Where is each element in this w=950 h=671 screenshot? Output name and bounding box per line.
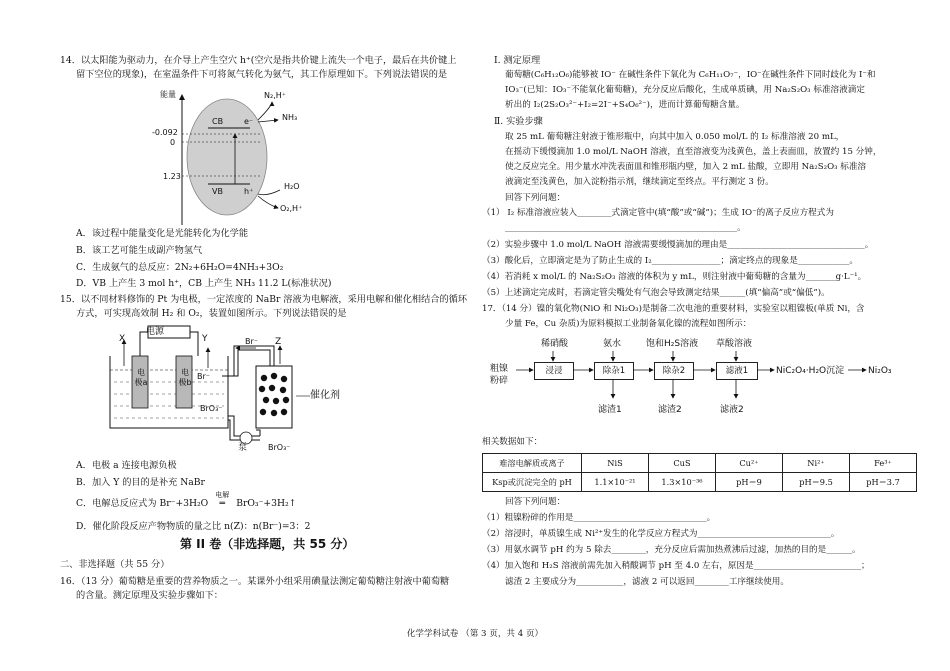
- steps-line4: 液滴定至浅黄色，加入淀粉指示剂，继续滴定至终点。平行测定 3 份。: [505, 177, 774, 187]
- table-header-cell: Fe³⁺: [850, 454, 917, 473]
- q17-stem-line2: 少量 Fe，Cu 杂质)为原料模拟工业制备氧化镍的流程如图所示：: [505, 319, 752, 329]
- o2-arrow-out: [258, 196, 278, 208]
- q15-option-c-right: BrO₃⁻+3H₂↑: [236, 498, 297, 509]
- electron-label: e⁻: [244, 117, 254, 126]
- wire-right: [190, 332, 198, 356]
- n2-arrow-in: [258, 102, 272, 120]
- q17-sub2: （2）溶浸时，单质镍生成 Ni²⁺发生的化学反应方程式为_______________________________。: [482, 529, 840, 539]
- vb-label: VB: [212, 187, 223, 196]
- pump-label: 泵: [238, 443, 248, 453]
- q17-stem-line1: 17．（14 分）镍的氧化物(NiO 和 Ni₂O₃)是制备二次电池的重要材料，实验室以粗镍板(单质 Ni，含: [482, 304, 865, 314]
- product-ni2o3: Ni₂O₃: [868, 366, 892, 376]
- product-nickel-oxalate: NiC₂O₄·H₂O沉淀: [776, 366, 845, 376]
- table-cell: pH＝9.5: [783, 473, 850, 492]
- q16-intro-line2: 的含量。测定原理及实验步骤如下：: [76, 590, 223, 601]
- h2o-label: H₂O: [284, 182, 300, 191]
- residue-1: 滤渣1: [598, 405, 622, 415]
- step-leaching: 浸浸: [534, 362, 574, 380]
- br-arrow-label: Br⁻: [245, 337, 258, 346]
- electrolysis-condition-text: 电解: [215, 491, 230, 499]
- table-header-cell: Ni²⁺: [783, 454, 850, 473]
- tick-0: 0: [170, 138, 176, 147]
- q17-sub3: （3）用氨水调节 pH 约为 5 除去________，充分反应后需加热煮沸后过滤，加热的目的是______。: [482, 545, 861, 555]
- reagent-h2s: 饱和H₂S溶液: [646, 339, 699, 349]
- q15-stem-line1: 15．以不同材料修饰的 Pt 为电极，一定浓度的 NaBr 溶液为电解液，采用电解和催化相结合的循环: [60, 294, 468, 305]
- answer-intro-17: 回答下列问题：: [505, 497, 566, 507]
- q14-option-d: D．VB 上产生 3 mol h⁺，CB 上产生 NH₃ 11.2 L(标准状况): [76, 278, 332, 289]
- residue-2: 滤渣2: [658, 405, 682, 415]
- steps-line3: 使之反应完全。用少量水冲洗表面皿和锥形瓶内壁，加入 2 mL 盐酸，立即用 Na₂S₂O₃ 标准溶: [505, 162, 867, 172]
- n2-h-label: N₂,H⁺: [264, 91, 286, 100]
- catalyst-label: 催化剂: [310, 390, 340, 401]
- data-title: 相关数据如下：: [482, 437, 543, 447]
- electrode-a-label: 电极a: [134, 368, 148, 387]
- q14-option-a: A．该过程中能量变化是光能转化为化学能: [76, 228, 249, 239]
- table-header-cell: NiS: [582, 454, 649, 473]
- q16-intro-line1: 16．（13 分）葡萄糖是重要的营养物质之一。某课外小组采用碘量法测定葡萄糖注射液中葡萄糖: [60, 576, 450, 587]
- filtrate-2: 滤液2: [720, 405, 744, 415]
- flow-arrows-svg: [480, 340, 920, 410]
- table-cell: Ksp或沉淀完全的 pH: [483, 473, 582, 492]
- q17-sub4-line2: 滤渣 2 主要成分为___________，滤液 2 可以返回________工序继续使用。: [505, 577, 789, 587]
- step-impurity-removal-2: 除杂2: [654, 362, 694, 380]
- step-filtrate-1: 滤液1: [716, 362, 758, 380]
- power-source-label: 电源: [146, 327, 165, 337]
- q16-sub3: （3）酸化后，立即滴定是为了防止生成的 I₂________________；滴定终点的现象是____________。: [482, 256, 858, 266]
- tick-1.23: 1.23: [163, 172, 181, 181]
- q14-stem-line1: 14．以太阳能为驱动力，在介导上产生空穴 h⁺(空穴是指共价键上流失一个电子，最后在共价键上: [60, 55, 457, 66]
- energy-diagram-svg: [150, 90, 390, 230]
- q17-sub1: （1）粗镍粉碎的作用是_______________________________。: [482, 513, 716, 523]
- nh3-label: NH₃: [282, 113, 298, 122]
- energy-axis-label: 能量: [160, 90, 176, 99]
- hole-label: h⁺: [244, 187, 254, 196]
- o2-h-label: O₂,H⁺: [280, 204, 303, 213]
- tick--0.092: -0.092: [152, 128, 178, 137]
- table-row: [483, 473, 917, 492]
- table-header-cell: CuS: [649, 454, 716, 473]
- solubility-data-table: [482, 453, 917, 492]
- h2o-arrow-in: [258, 190, 280, 195]
- cell-wall: [110, 356, 228, 428]
- q16-sub1-line1: （1） I₂ 标准溶液应装入________式滴定管中(填“酸”或“碱”)；生成 IO⁻的离子反应方程式为: [482, 208, 834, 218]
- page-footer: 化学学科试卷 （第 3 页，共 4 页）: [406, 629, 544, 639]
- section2-heading: 二、非选择题（共 55 分）: [60, 559, 170, 570]
- reagent-oxalic-acid: 草酸溶液: [716, 339, 753, 349]
- nh3-arrow-out: [258, 120, 278, 122]
- table-header-cell: 难溶电解质或离子: [483, 454, 582, 473]
- answer-intro-16: 回答下列问题：: [505, 193, 566, 203]
- q14-stem-line2: 留下空位的现象)，在室温条件下可将氮气转化为氨气，其工作原理如下。下列说法错误的是: [76, 69, 448, 80]
- reagent-nitric-acid: 稀硝酸: [541, 339, 569, 349]
- principle-line1: 葡萄糖(C₆H₁₂O₆)能够被 IO⁻ 在碱性条件下氧化为 C₆H₁₁O₇⁻，IO⁻在碱性条件下同时歧化为 I⁻和: [505, 70, 876, 80]
- table-header-cell: Cu²⁺: [716, 454, 783, 473]
- table-cell: pH＝3.7: [850, 473, 917, 492]
- raw-material-line2: 粉碎: [490, 376, 509, 386]
- q16-sub1-line2: ______________________________________________________。: [505, 223, 746, 233]
- steps-title: Ⅱ. 实验步骤: [494, 116, 543, 127]
- electrode-b-label: 电极b: [178, 368, 192, 387]
- q16-sub4: （4）若消耗 x mol/L 的 Na₂S₂O₃ 溶液的体积为 y mL，则注射液中葡萄糖的含量为_______g·L⁻¹。: [482, 272, 867, 282]
- q15-stem-line2: 方式，可实现高效制 H₂ 和 O₂，装置如图所示。下列说法错误的是: [76, 308, 347, 319]
- q15-option-b: B．加入 Y 的目的是补充 NaBr: [76, 477, 205, 488]
- raw-material-line1: 粗镍: [490, 364, 509, 374]
- q15-option-c: [76, 491, 297, 510]
- table-cell: pH＝9: [716, 473, 783, 492]
- q14-option-c: C．生成氨气的总反应：2N₂+6H₂O=4NH₃+3O₂: [76, 262, 284, 273]
- q15-option-c-left: C．电解总反应式为 Br⁻+3H₂O: [76, 498, 209, 509]
- catalyst-particle: [187, 99, 267, 215]
- table-cell: 1.1×10⁻²¹: [582, 473, 649, 492]
- reagent-ammonia: 氨水: [603, 339, 622, 349]
- q16-sub5: （5）上述滴定完成时，若滴定管尖嘴处有气泡会导致测定结果______(填“偏高”或“偏低”)。: [482, 288, 830, 298]
- principle-line2: IO₃⁻(已知：IO₃⁻不能氧化葡萄糖)，充分反应后酸化，生成单质碘，用 Na₂S₂O₃ 标准溶液滴定: [505, 85, 865, 95]
- principle-line3: 析出的 I₂(2S₂O₃²⁻+I₂=2I⁻+S₄O₆²⁻)，进而计算葡萄糖含量。: [505, 100, 745, 110]
- table-header-row: [483, 454, 917, 473]
- table-cell: 1.3×10⁻³⁶: [649, 473, 716, 492]
- q17-sub4-line1: （4）加入饱和 H₂S 溶液前需先加入稍酸调节 pH 至 4.0 左右，原因是_________________________；: [482, 561, 870, 571]
- q16-sub2: （2）实验步骤中 1.0 mol/L NaOH 溶液需要缓慢滴加的理由是________________________________。: [482, 240, 874, 250]
- steps-line2: 在摇动下缓慢滴加 1.0 mol/L NaOH 溶液，直至溶液变为浅黄色，盖上表面皿，放置约 15 分钟，: [505, 147, 882, 157]
- principle-title: Ⅰ. 测定原理: [494, 55, 541, 66]
- z-label: Z: [275, 337, 282, 347]
- q14-option-b: B．该工艺可能生成副产物氢气: [76, 245, 203, 256]
- steps-line1: 取 25 mL 葡萄糖注射液于锥形瓶中，向其中加入 0.050 mol/L 的 I₂ 标准溶液 20 mL，: [505, 132, 845, 142]
- x-label: X: [119, 334, 126, 344]
- q15-option-a: A．电极 a 连接电源负极: [76, 460, 177, 471]
- step-impurity-removal-1: 除杂1: [594, 362, 634, 380]
- q15-option-d: D．催化阶段反应产物物质的量之比 n(Z)：n(Br⁻)=3：2: [76, 521, 311, 532]
- electrolysis-condition: 电解 ═: [208, 497, 236, 510]
- cb-label: CB: [212, 117, 224, 126]
- bro3-cell-label: BrO₃⁻: [200, 404, 223, 413]
- part2-title: 第 II 卷（非选择题，共 55 分）: [180, 537, 355, 551]
- y-label: Y: [202, 334, 208, 344]
- br-ion-label: Br⁻: [197, 372, 210, 381]
- bro3-bottom-label: BrO₃⁻: [268, 443, 291, 452]
